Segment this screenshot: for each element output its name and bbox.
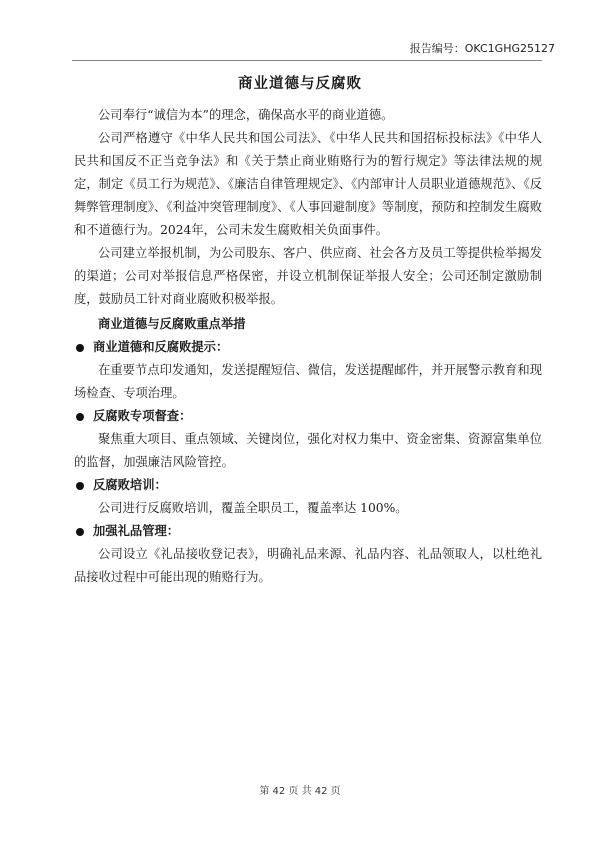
measure-text: 在重要节点印发通知，发送提醒短信、微信，发送提醒邮件，并开展警示教育和现场检查、专项治理。 <box>74 363 542 400</box>
header-divider <box>72 60 542 61</box>
paragraph: 公司严格遵守《中华人民共和国公司法》、《中华人民共和国招标投标法》《中华人民共和国反不正当竞争法》和《关于禁止商业贿赂行为的暂行规定》等法律法规的规定，制定《员工行为规范》、《廉洁自律管理规定》、《内部审计人员职业道德规范》、《反舞弊管理制度》、《利益冲突管理制度》、《人事回避制度》等制度，预防和控制发生腐败和不道德行为。2024年，公司未发生腐败相关负面事件。 <box>74 131 542 237</box>
measure-heading-text: 反腐败培训： <box>93 478 167 492</box>
page-footer: 第 42 页 共 42 页 <box>259 786 341 797</box>
measure-heading-text: 反腐败专项督查： <box>93 409 192 423</box>
page-title: 商业道德与反腐败 <box>238 76 362 92</box>
bullet-icon <box>76 482 84 490</box>
bullet-icon <box>76 413 84 421</box>
measure-text: 公司进行反腐败培训，覆盖全职员工，覆盖率达 100%。 <box>98 501 408 515</box>
measure-heading <box>74 474 542 497</box>
measure-heading <box>74 336 542 359</box>
report-number: 报告编号：OKC1GHG25127 <box>409 42 555 55</box>
paragraph: 公司建立举报机制，为公司股东、客户、供应商、社会各方及员工等提供检举揭发的渠道；公司对举报信息严格保密，并设立机制保证举报人安全；公司还制定激励制度，鼓励员工针对商业腐败积极举报。 <box>74 246 542 306</box>
measure-heading <box>74 405 542 428</box>
measure-heading-text: 加强礼品管理： <box>93 524 180 538</box>
section-subtitle: 商业道德与反腐败重点举措 <box>98 317 246 331</box>
paragraph: 公司奉行“诚信为本”的理念，确保高水平的商业道德。 <box>98 108 394 122</box>
bullet-icon <box>76 344 84 352</box>
measure-text: 公司设立《礼品接收登记表》，明确礼品来源、礼品内容、礼品领取人，以杜绝礼品接收过程中可能出现的贿赂行为。 <box>74 547 542 584</box>
measure-text: 聚焦重大项目、重点领域、关键岗位，强化对权力集中、资金密集、资源富集单位的监督，加强廉洁风险管控。 <box>74 432 542 469</box>
measure-heading-text: 商业道德和反腐败提示： <box>93 340 229 354</box>
document-body <box>74 104 542 589</box>
bullet-icon <box>76 528 84 536</box>
measure-heading <box>74 520 542 543</box>
